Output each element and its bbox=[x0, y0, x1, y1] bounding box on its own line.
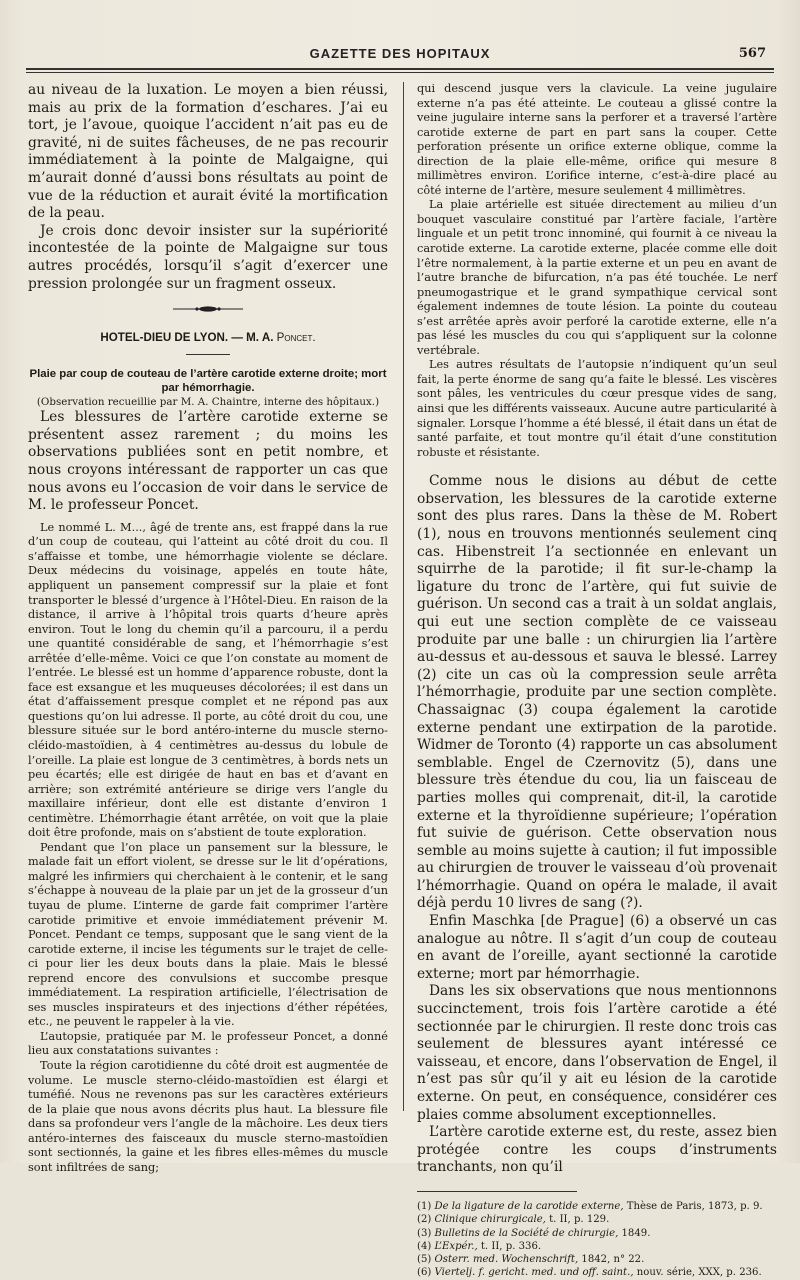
header-rule-thick bbox=[26, 68, 774, 70]
section-heading-name: Poncet. bbox=[276, 331, 316, 345]
case-paragraph: Les autres résultats de l’autopsie n’indiquent qu’un seul fait, la perte énorme de sang qu’a faite le blessé. Les viscères sont pâles, les ventricules du cœur presque vides de sang, ainsi que les différents vaisseaux. Aucune autre particularité à signaler. Lorsque l’homme a été blessé, il était dans un état de santé parfaite, et tout montre qu’il était d’une constitution robuste et résistante. bbox=[417, 358, 777, 459]
running-head bbox=[0, 46, 800, 66]
intro-paragraph: Les blessures de l’artère carotide externe se présentent assez rarement ; du moins les observations publiées sont en petit nombre, et nous croyons intéressant de rapporter un cas que nous avons eu l’occasion de voir dans le service de M. le professeur Poncet. bbox=[28, 409, 388, 514]
journal-title: GAZETTE DES HOPITAUX bbox=[309, 46, 491, 61]
footnote: (1) De la ligature de la carotide externe, Thèse de Paris, 1873, p. 9. bbox=[417, 1200, 763, 1212]
case-title: Plaie par coup de couteau de l’artère carotide externe droite; mort par hémorrhagie. bbox=[29, 367, 387, 394]
section-ornament bbox=[173, 305, 243, 313]
commentary-paragraph: Dans les six observations que nous mentionnons succinctement, trois fois l’artère carotide a été sectionnée par le chirurgien. Il reste donc trois cas seulement de blessures ayant intéressé ce vaisseau, et encore, dans l’observation de Engel, il n’est pas sûr qu’il y ait eu lésion de la carotide externe. On peut, en conséquence, considérer ces plaies comme absolument exceptionnelles. bbox=[417, 983, 777, 1123]
footnote: (2) Clinique chirurgicale, t. II, p. 129. bbox=[417, 1214, 610, 1226]
case-paragraph: La plaie artérielle est située directement au milieu d’un bouquet vasculaire constitué par l’artère faciale, l’artère linguale et un petit tronc innominé, qui fournit à ce niveau la carotide externe. La carotide externe, placée comme elle doit l’être normalement, à la partie externe et un peu en avant de l’autre branche de bifurcation, n’a pas été touchée. Le nerf pneumogastrique et le grand sympathique cervical sont également indemnes de toute lésion. La pointe du couteau s’est arrêtée après avoir perforé la carotide externe, elle n’a pas lésé les muscles du cou qui s’appliquent sur la colonne vertébrale. bbox=[417, 198, 777, 357]
footnote: (5) Osterr. med. Wochenschrift, 1842, n° 22. bbox=[417, 1254, 645, 1266]
header-rule-thin bbox=[26, 72, 774, 73]
footnote: (3) Bulletins de la Société de chirurgie, 1849. bbox=[417, 1227, 651, 1239]
commentary-paragraph: Enfin Maschka [de Prague] (6) a observé un cas analogue au nôtre. Il s’agit d’un coup de couteau en avant de l’oreille, ayant sectionné la carotide externe; mort par hémorrhagie. bbox=[417, 913, 777, 982]
case-paragraph: Toute la région carotidienne du côté droit est augmentée de volume. Le muscle sterno-cléido-mastoïdien est élargi et tuméfié. Nous ne revenons pas sur les caractères extérieurs de la plaie que nous avons décrits plus haut. La blessure file dans sa profondeur vers l’angle de la mâchoire. Les deux tiers antéro-internes des faisceaux du muscle sterno-mastoïdien sont sectionnés, la gaine et les fibres elles-mêmes du muscle sont infiltrées de sang; bbox=[28, 1059, 388, 1174]
case-paragraph: Le nommé L. M..., âgé de trente ans, est frappé dans la rue d’un coup de couteau, qui l’atteint au côté droit du cou. Il s’affaisse et tombe, une hémorrhagie violente se déclare. Deux médecins du voisinage, appelés en toute hâte, appliquent un pansement compressif sur la plaie et font transporter le blessé d’urgence à l’Hôtel-Dieu. En raison de la distance, il arrive à l’hôpital trois quarts d’heure après environ. Tout le long du chemin qu’il a parcouru, il a perdu une quantité considérable de sang, et l’hémorrhagie s’est arrêtée d’elle-même. Voici ce que l’on constate au moment de l’entrée. Le blessé est un homme d’apparence robuste, dont la face est exsangue et les muqueuses décolorées; il est dans un état d’affaissement presque complet et ne répond pas aux questions qu’on lui adresse. Il porte, au côté droit du cou, une blessure située sur le bord antéro-interne du muscle sterno-cléido-mastoïdien, à 4 centimètres au-dessus du lobule de l’oreille. La plaie est longue de 3 centimètres, à bords nets un peu écartés; elle est dirigée de haut en bas et d’avant en arrière; son extrémité antérieure se dirige vers l’angle du maxillaire inférieur, dont elle est distante d’environ 1 centimètre. L’hémorrhagie étant arrêtée, on voit que la plaie doit être profonde, mais on s’abstient de toute exploration. bbox=[28, 520, 388, 840]
right-column bbox=[417, 82, 777, 1280]
commentary-paragraph: L’artère carotide externe est, du reste, assez bien protégée contre les coups d’instruments tranchants, non qu’il bbox=[417, 1124, 777, 1176]
heading-rule bbox=[186, 354, 230, 355]
page-number: 567 bbox=[738, 46, 766, 61]
article-paragraph: Je crois donc devoir insister sur la supériorité incontestée de la pointe de Malgaigne sur tous autres procédés, lorsqu’il s’agit d’exercer une pression prolongée sur un fragment osseux. bbox=[28, 222, 388, 292]
case-paragraph: Pendant que l’on place un pansement sur la blessure, le malade fait un effort violent, se dresse sur le lit d’opérations, malgré les infirmiers qui cherchaient à le contenir, et le sang s’échappe à nouveau de la plaie par un jet de la grosseur d’un tuyau de plume. L’interne de garde fait comprimer l’artère carotide primitive et envoie immédiatement prévenir M. Poncet. Pendant ce temps, supposant que le sang vient de la carotide externe, il incise les téguments sur le trajet de celle-ci pour lier les deux bouts dans la plaie. Mais le blessé reprend encore des convulsions et succombe presque immédiatement. La respiration artificielle, l’électrisation de ses muscles inspirateurs et des injections d’éther répétées, etc., ne peuvent le rappeler à la vie. bbox=[28, 840, 388, 1029]
footnotes-rule bbox=[417, 1191, 577, 1192]
section-heading bbox=[28, 331, 388, 346]
case-paragraph: L’autopsie, pratiquée par M. le professeur Poncet, a donné lieu aux constatations suivantes : bbox=[28, 1029, 388, 1058]
case-subtitle: (Observation recueillie par M. A. Chaintre, interne des hôpitaux.) bbox=[36, 395, 380, 408]
footnote: (6) Viertelj. f. gericht. med. und off. saint., nouv. série, XXX, p. 236. bbox=[417, 1267, 762, 1279]
left-column bbox=[28, 82, 388, 1175]
footnote: (4) L’Expér., t. II, p. 336. bbox=[417, 1240, 542, 1252]
case-paragraph: qui descend jusque vers la clavicule. La veine jugulaire externe n’a pas été atteinte. Le couteau a glissé contre la veine jugulaire interne sans la perforer et a traversé l’artère carotide externe de part en part sans la couper. Cette perforation présente un orifice externe oblique, comme la direction de la plaie elle-même, orifice qui mesure 8 millimètres environ. L’orifice interne, c’est-à-dire placé au côté interne de l’artère, mesure seulement 4 millimètres. bbox=[417, 82, 777, 197]
column-divider bbox=[403, 82, 404, 1111]
section-heading-text: HOTEL-DIEU DE LYON. — M. A. bbox=[100, 331, 274, 345]
footnotes bbox=[417, 1200, 777, 1280]
commentary-paragraph: Comme nous le disions au début de cette observation, les blessures de la carotide externe sont des plus rares. Dans la thèse de M. Robert (1), nous en trouvons mentionnés seulement cinq cas. Hibenstreit l’a sectionnée en enlevant un squirrhe de la parotide; il fit sur-le-champ la ligature du tronc de l’artère, qui fut suivie de guérison. Un second cas a trait à un soldat anglais, qui eut une section complète de ce vaisseau produite par une balle : un chirurgien lia l’artère au-dessus et au-dessous et sauva le blessé. Larrey (2) cite un cas où la compression seule arrêta l’hémorrhagie, produite par une section complète. Chassaignac (3) coupa également la carotide externe pendant une extirpation de la parotide. Widmer de Toronto (4) rapporte un cas absolument semblable. Engel de Czernovitz (5), dans une blessure très étendue du cou, lia un faisceau de parties molles qui comprenait, dit-il, la carotide externe et la thyroïdienne supérieure; l’opération fut suivie de guérison. Cette observation nous semble au moins sujette à caution; il fut impossible au chirurgien de trouver le vaisseau d’où provenait l’hémorrhagie. Quand on opéra le malade, il avait déjà perdu 10 livres de sang (?). bbox=[417, 473, 777, 912]
article-paragraph: au niveau de la luxation. Le moyen a bien réussi, mais au prix de la formation d’eschares. J’ai eu tort, je l’avoue, quoique l’accident n’ait pas eu de gravité, ni de suites fâcheuses, de ne pas recourir immédiatement à la pointe de Malgaigne, qui m’aurait donné d’aussi bons résultats au point de vue de la réduction et aurait évité la mortification de la peau. bbox=[28, 82, 388, 222]
